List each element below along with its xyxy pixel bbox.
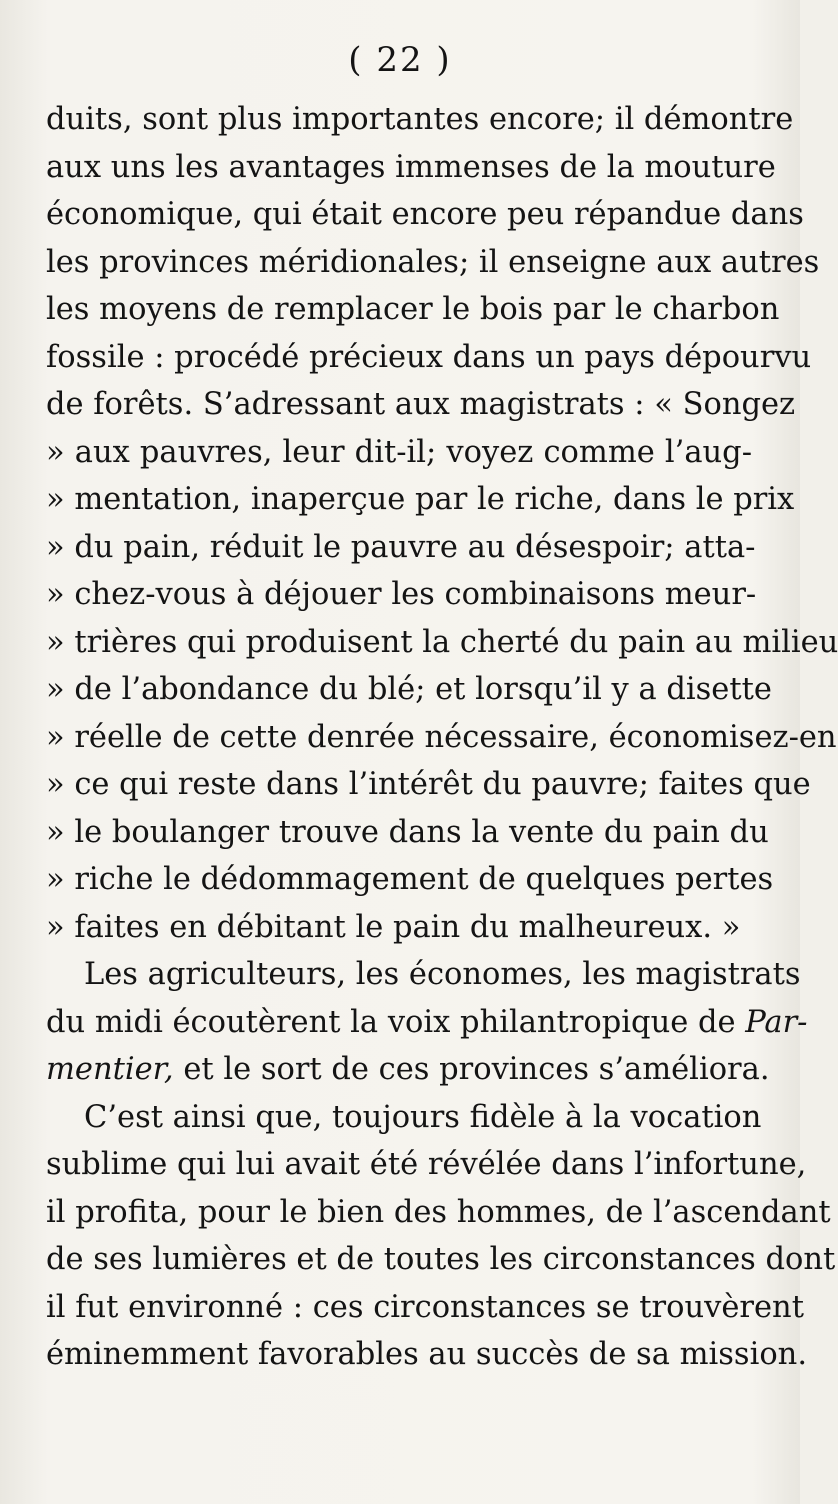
- text-line: les moyens de remplacer le bois par le charbon: [46, 292, 780, 327]
- quote-line: » faites en débitant le pain du malheureux. »: [46, 909, 741, 945]
- text-line: fossile : procédé précieux dans un pays dépourvu: [46, 339, 812, 375]
- paragraph-start-line: Les agriculteurs, les économes, les magistrats: [84, 957, 801, 992]
- body-text: [46, 96, 838, 1379]
- quote-line: » chez-vous à déjouer les combinaisons meur-: [46, 577, 757, 612]
- text-line: [46, 999, 808, 1047]
- text-line: de forêts. S’adressant aux magistrats : « Songez: [46, 387, 796, 422]
- italic-name-fragment: Par-: [745, 1004, 808, 1040]
- text-line: sublime qui lui avait été révélée dans l’infortune,: [46, 1147, 807, 1182]
- quote-line: » du pain, réduit le pauvre au désespoir; atta-: [46, 529, 756, 565]
- text-line: de ses lumières et de toutes les circonstances dont: [46, 1242, 836, 1277]
- page-number: ( 22 ): [348, 40, 452, 80]
- quote-line: » réelle de cette denrée nécessaire, économisez-en: [46, 719, 837, 755]
- text-line: il fut environné : ces circonstances se trouvèrent: [46, 1289, 804, 1325]
- text-line: les provinces méridionales; il enseigne aux autres: [46, 244, 820, 280]
- quote-line: » ce qui reste dans l’intérêt du pauvre; faites que: [46, 767, 811, 802]
- italic-name-fragment: mentier,: [46, 1052, 174, 1087]
- text-fragment: du midi écoutèrent la voix philantropique de: [46, 1004, 736, 1040]
- quote-line: » le boulanger trouve dans la vente du pain du: [46, 814, 769, 850]
- quote-line: » riche le dédommagement de quelques pertes: [46, 862, 774, 897]
- quote-line: » trières qui produisent la cherté du pain au milieu: [46, 624, 838, 660]
- quote-line: » mentation, inaperçue par le riche, dans le prix: [46, 482, 795, 517]
- text-fragment: et le sort de ces provinces s’améliora.: [183, 1052, 770, 1087]
- text-line: [46, 1046, 770, 1094]
- text-line: économique, qui était encore peu répandue dans: [46, 197, 804, 232]
- text-line: duits, sont plus importantes encore; il démontre: [46, 102, 794, 137]
- quote-line: » de l’abondance du blé; et lorsqu’il y a disette: [46, 672, 772, 707]
- text-line: aux uns les avantages immenses de la mouture: [46, 149, 776, 185]
- text-line: il profita, pour le bien des hommes, de l’ascendant: [46, 1194, 831, 1230]
- paragraph-start-line: C’est ainsi que, toujours fidèle à la vocation: [84, 1099, 762, 1135]
- text-line: éminemment favorables au succès de sa mission.: [46, 1337, 808, 1372]
- quote-line: » aux pauvres, leur dit-il; voyez comme l’aug-: [46, 434, 752, 470]
